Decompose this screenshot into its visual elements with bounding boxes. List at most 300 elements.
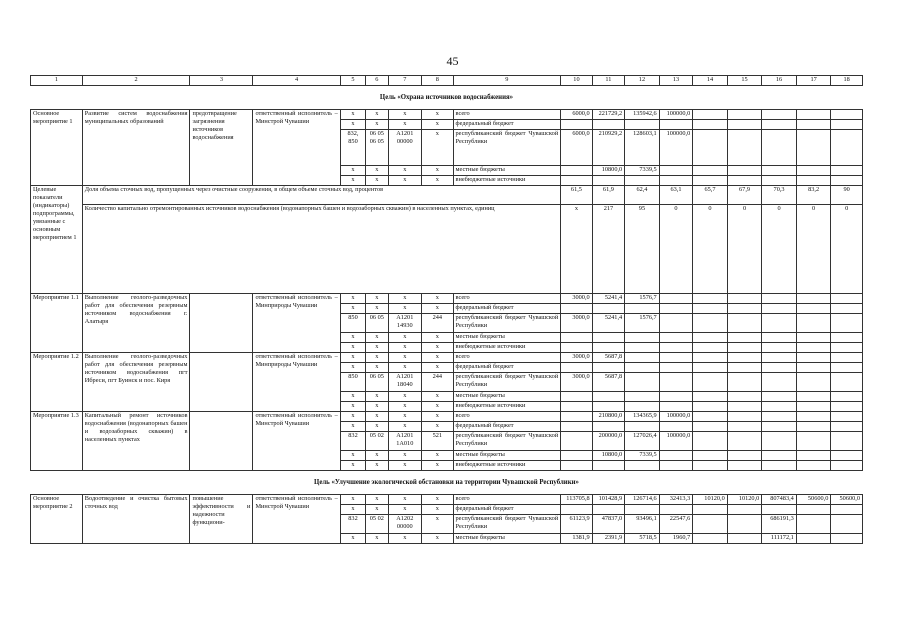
amount: 686191,3	[762, 515, 797, 534]
amount: 7339,5	[625, 451, 660, 461]
amount	[625, 505, 660, 515]
amount	[831, 461, 863, 471]
amount	[625, 333, 660, 343]
target-article-code: А1202 00000	[388, 515, 422, 534]
budget-table	[30, 75, 863, 544]
column-number: 8	[422, 76, 453, 86]
amount	[561, 461, 592, 471]
amount	[727, 294, 762, 304]
funding-source: всего	[453, 353, 561, 363]
target-article-code: х	[388, 110, 422, 120]
grbs-code: х	[340, 534, 365, 544]
amount	[693, 110, 728, 120]
expense-type-code: х	[422, 294, 453, 304]
amount	[625, 304, 660, 314]
amount	[693, 353, 728, 363]
amount	[796, 412, 831, 422]
amount	[659, 451, 693, 461]
goal-title: Цель «Улучшение экологической обстановки на территории Чувашской Республики»	[31, 471, 863, 495]
amount: 50600,0	[796, 495, 831, 505]
grbs-code: х	[340, 353, 365, 363]
amount	[831, 392, 863, 402]
column-number: 5	[340, 76, 365, 86]
section-code: х	[366, 505, 388, 515]
amount	[727, 304, 762, 314]
target-article-code: х	[388, 461, 422, 471]
amount: 134365,9	[625, 412, 660, 422]
grbs-code: х	[340, 333, 365, 343]
amount	[762, 363, 797, 373]
amount	[762, 412, 797, 422]
expense-type-code: х	[422, 505, 453, 515]
section-code: х	[366, 110, 388, 120]
target-value: 0	[693, 205, 728, 294]
amount	[796, 432, 831, 451]
amount	[592, 176, 625, 186]
amount	[693, 343, 728, 353]
target-row	[31, 205, 863, 294]
amount	[592, 304, 625, 314]
target-article-code: х	[388, 294, 422, 304]
amount	[727, 451, 762, 461]
amount: 1960,7	[659, 534, 693, 544]
activity-resp: ответственный исполнитель – Минприроды Чувашии	[253, 353, 340, 412]
grbs-code: 832, 850	[340, 130, 365, 166]
column-number: 3	[190, 76, 253, 86]
activity-desc: Выполнение геолого-разведочных работ для обеспечения резервным источником водоснабжения г. Алатыря	[82, 294, 190, 353]
amount	[693, 304, 728, 314]
amount	[727, 166, 762, 176]
target-article-code: х	[388, 120, 422, 130]
section-code: 05 02	[366, 432, 388, 451]
amount: 1576,7	[625, 294, 660, 304]
amount	[796, 294, 831, 304]
amount	[762, 166, 797, 176]
column-number: 14	[693, 76, 728, 86]
amount	[659, 505, 693, 515]
funding-source: всего	[453, 110, 561, 120]
amount	[762, 451, 797, 461]
section-code: х	[366, 176, 388, 186]
amount	[625, 363, 660, 373]
amount: 210929,2	[592, 130, 625, 166]
amount	[659, 343, 693, 353]
funding-source: республиканский бюджет Чувашской Республики	[453, 314, 561, 333]
target-article-code: х	[388, 534, 422, 544]
expense-type-code: 244	[422, 373, 453, 392]
section-code: х	[366, 333, 388, 343]
section-code: х	[366, 294, 388, 304]
amount	[831, 353, 863, 363]
amount: 100000,0	[659, 110, 693, 120]
column-number: 2	[82, 76, 190, 86]
amount	[693, 412, 728, 422]
amount	[727, 505, 762, 515]
expense-type-code: х	[422, 130, 453, 166]
amount: 1381,9	[561, 534, 592, 544]
activity-name: Мероприятие 1.3	[31, 412, 83, 471]
amount: 10800,0	[592, 451, 625, 461]
funding-source: всего	[453, 294, 561, 304]
amount	[762, 422, 797, 432]
amount	[727, 333, 762, 343]
amount	[796, 422, 831, 432]
amount	[796, 176, 831, 186]
amount	[831, 166, 863, 176]
amount	[693, 534, 728, 544]
activity-desc: Капитальный ремонт источников водоснабжения (водонапорных башен и водозаборных скважин) в населенных пунктах	[82, 412, 190, 471]
amount	[796, 120, 831, 130]
amount	[762, 432, 797, 451]
amount: 100000,0	[659, 412, 693, 422]
amount	[831, 451, 863, 461]
amount: 5687,8	[592, 353, 625, 363]
amount	[659, 294, 693, 304]
target-value: 0	[727, 205, 762, 294]
amount: 221729,2	[592, 110, 625, 120]
amount: 113705,8	[561, 495, 592, 505]
amount	[693, 505, 728, 515]
column-number: 12	[625, 76, 660, 86]
funding-source: федеральный бюджет	[453, 304, 561, 314]
amount	[762, 314, 797, 333]
amount	[796, 373, 831, 392]
grbs-code: х	[340, 451, 365, 461]
funding-source: республиканский бюджет Чувашской Республики	[453, 130, 561, 166]
amount	[659, 166, 693, 176]
expense-type-code: х	[422, 166, 453, 176]
amount: 127026,4	[625, 432, 660, 451]
amount	[693, 461, 728, 471]
funding-source: местные бюджеты	[453, 534, 561, 544]
amount	[693, 333, 728, 343]
amount	[561, 343, 592, 353]
amount	[625, 402, 660, 412]
activity-resp: ответственный исполнитель – Минстрой Чувашии	[253, 110, 340, 186]
amount	[796, 130, 831, 166]
amount: 101428,9	[592, 495, 625, 505]
grbs-code: х	[340, 176, 365, 186]
block-m2	[31, 495, 863, 544]
funding-source: федеральный бюджет	[453, 120, 561, 130]
amount	[659, 304, 693, 314]
section-code: х	[366, 451, 388, 461]
section-code: х	[366, 120, 388, 130]
page-number: 45	[446, 54, 459, 68]
target-article-code: х	[388, 402, 422, 412]
section-code: х	[366, 402, 388, 412]
target-text: Доля объема сточных вод, пропущенных через очистные сооружения, в общем объеме сточных вод, процентов	[82, 186, 560, 205]
amount	[659, 422, 693, 432]
activity-name: Мероприятие 1.1	[31, 294, 83, 353]
amount	[796, 110, 831, 120]
amount	[561, 451, 592, 461]
amount	[796, 534, 831, 544]
grbs-code: 850	[340, 373, 365, 392]
amount	[625, 353, 660, 363]
column-number: 13	[659, 76, 693, 86]
amount	[796, 505, 831, 515]
target-value: 70,3	[762, 186, 797, 205]
amount: 5718,5	[625, 534, 660, 544]
amount	[659, 176, 693, 186]
amount: 3000,0	[561, 353, 592, 363]
amount	[831, 505, 863, 515]
block-m12	[31, 353, 863, 412]
grbs-code: х	[340, 166, 365, 176]
expense-type-code: х	[422, 110, 453, 120]
amount: 210800,0	[592, 412, 625, 422]
amount	[796, 314, 831, 333]
expense-type-code: х	[422, 461, 453, 471]
amount: 6000,0	[561, 110, 592, 120]
amount	[561, 333, 592, 343]
amount	[831, 333, 863, 343]
amount	[693, 120, 728, 130]
amount	[727, 402, 762, 412]
amount: 128603,1	[625, 130, 660, 166]
grbs-code: х	[340, 304, 365, 314]
amount: 100000,0	[659, 130, 693, 166]
target-article-code: х	[388, 176, 422, 186]
activity-result: повышение эффективности и надежности функциони-	[190, 495, 253, 544]
grbs-code: х	[340, 461, 365, 471]
activity-name: Мероприятие 1.2	[31, 353, 83, 412]
expense-type-code: х	[422, 120, 453, 130]
block-m11	[31, 294, 863, 353]
amount	[693, 402, 728, 412]
amount	[592, 120, 625, 130]
target-value: 67,9	[727, 186, 762, 205]
amount	[831, 314, 863, 333]
activity-resp: ответственный исполнитель – Минприроды Чувашии	[253, 294, 340, 353]
section-code: х	[366, 534, 388, 544]
amount	[625, 392, 660, 402]
grbs-code: х	[340, 392, 365, 402]
expense-type-code: х	[422, 422, 453, 432]
activity-resp: ответственный исполнитель – Минстрой Чувашии	[253, 412, 340, 471]
amount	[592, 333, 625, 343]
amount: 50600,0	[831, 495, 863, 505]
amount: 22547,6	[659, 515, 693, 534]
grbs-code: 832	[340, 515, 365, 534]
amount: 3000,0	[561, 373, 592, 392]
amount	[831, 176, 863, 186]
target-value: 0	[659, 205, 693, 294]
grbs-code: х	[340, 120, 365, 130]
activity-result: предотвращение загрязнения источников водоснабжения	[190, 110, 253, 186]
amount	[727, 432, 762, 451]
amount	[625, 176, 660, 186]
target-value: 61,5	[561, 186, 592, 205]
amount	[625, 373, 660, 392]
amount	[796, 333, 831, 343]
activity-result	[190, 353, 253, 412]
grbs-code: х	[340, 495, 365, 505]
amount: 6000,0	[561, 130, 592, 166]
target-value: 90	[831, 186, 863, 205]
amount	[727, 392, 762, 402]
amount: 126714,6	[625, 495, 660, 505]
grbs-code: х	[340, 412, 365, 422]
amount	[659, 353, 693, 363]
amount	[831, 422, 863, 432]
activity-result	[190, 294, 253, 353]
grbs-code: х	[340, 294, 365, 304]
target-article-code: х	[388, 343, 422, 353]
amount	[762, 110, 797, 120]
amount	[727, 515, 762, 534]
funding-row	[31, 294, 863, 304]
grbs-code: х	[340, 402, 365, 412]
amount	[727, 461, 762, 471]
amount	[796, 392, 831, 402]
target-article-code: х	[388, 363, 422, 373]
amount: 93496,1	[625, 515, 660, 534]
amount	[693, 166, 728, 176]
amount	[762, 343, 797, 353]
amount	[561, 392, 592, 402]
amount: 47837,0	[592, 515, 625, 534]
amount	[561, 304, 592, 314]
amount	[561, 412, 592, 422]
amount: 111172,1	[762, 534, 797, 544]
amount: 135942,6	[625, 110, 660, 120]
amount	[831, 373, 863, 392]
amount	[727, 176, 762, 186]
amount	[831, 402, 863, 412]
amount	[796, 343, 831, 353]
section-code: 06 05 06 05	[366, 130, 388, 166]
amount	[831, 412, 863, 422]
grbs-code: х	[340, 110, 365, 120]
funding-row	[31, 412, 863, 422]
activity-desc: Выполнение геолого-разведочных работ для обеспечения резервным источником водоснабжения пгт Ибреси, пгт Буинск и пос. Киря	[82, 353, 190, 412]
expense-type-code: х	[422, 412, 453, 422]
amount: 5241,4	[592, 294, 625, 304]
funding-source: всего	[453, 495, 561, 505]
target-article-code: х	[388, 333, 422, 343]
amount: 10120,0	[727, 495, 762, 505]
expense-type-code: х	[422, 392, 453, 402]
amount	[693, 422, 728, 432]
column-number: 17	[796, 76, 831, 86]
block-m1	[31, 110, 863, 186]
amount: 1576,7	[625, 314, 660, 333]
amount	[659, 363, 693, 373]
goal-row	[31, 86, 863, 110]
amount	[561, 432, 592, 451]
amount	[727, 422, 762, 432]
amount	[831, 294, 863, 304]
amount	[659, 461, 693, 471]
amount	[762, 176, 797, 186]
amount	[592, 363, 625, 373]
section-code: х	[366, 166, 388, 176]
target-value: 0	[796, 205, 831, 294]
amount	[831, 130, 863, 166]
amount	[796, 353, 831, 363]
funding-source: внебюджетные источники	[453, 176, 561, 186]
amount	[659, 402, 693, 412]
amount	[625, 422, 660, 432]
amount	[693, 130, 728, 166]
expense-type-code: 521	[422, 432, 453, 451]
amount	[659, 333, 693, 343]
funding-row	[31, 495, 863, 505]
amount: 3000,0	[561, 294, 592, 304]
amount	[831, 304, 863, 314]
column-number: 9	[453, 76, 561, 86]
column-number: 15	[727, 76, 762, 86]
grbs-code: х	[340, 363, 365, 373]
block-m13	[31, 412, 863, 471]
grbs-code: х	[340, 422, 365, 432]
amount	[693, 373, 728, 392]
section-code: 05 02	[366, 515, 388, 534]
expense-type-code: х	[422, 176, 453, 186]
amount	[762, 505, 797, 515]
target-value: х	[561, 205, 592, 294]
activity-name: Основное мероприятие 1	[31, 110, 83, 186]
column-number: 10	[561, 76, 592, 86]
targets-label: Целевые показатели (индикаторы) подпрограммы, увязанные с основным мероприятием 1	[31, 186, 83, 294]
funding-source: федеральный бюджет	[453, 422, 561, 432]
target-article-code: А1201 00000	[388, 130, 422, 166]
grbs-code: 832	[340, 432, 365, 451]
amount: 10120,0	[693, 495, 728, 505]
column-number: 16	[762, 76, 797, 86]
target-article-code: А1201 18040	[388, 373, 422, 392]
amount	[561, 120, 592, 130]
amount	[693, 432, 728, 451]
amount	[727, 130, 762, 166]
section-code: х	[366, 495, 388, 505]
target-article-code: х	[388, 304, 422, 314]
expense-type-code: х	[422, 495, 453, 505]
activity-resp: ответственный исполнитель – Минстрой Чувашии	[253, 495, 340, 544]
grbs-code: х	[340, 343, 365, 353]
funding-source: местные бюджеты	[453, 392, 561, 402]
amount	[592, 422, 625, 432]
amount: 200000,0	[592, 432, 625, 451]
amount	[762, 461, 797, 471]
amount	[762, 392, 797, 402]
target-value: 62,4	[625, 186, 660, 205]
target-article-code: х	[388, 392, 422, 402]
amount	[693, 515, 728, 534]
expense-type-code: х	[422, 515, 453, 534]
target-article-code: х	[388, 422, 422, 432]
amount	[561, 402, 592, 412]
amount	[693, 314, 728, 333]
section-code: х	[366, 422, 388, 432]
amount	[831, 110, 863, 120]
amount	[592, 402, 625, 412]
column-number: 7	[388, 76, 422, 86]
target-article-code: х	[388, 412, 422, 422]
amount	[561, 422, 592, 432]
amount	[762, 130, 797, 166]
target-value: 61,9	[592, 186, 625, 205]
amount	[762, 353, 797, 363]
funding-row	[31, 353, 863, 363]
amount	[831, 534, 863, 544]
expense-type-code: х	[422, 534, 453, 544]
amount	[831, 363, 863, 373]
target-text: Количество капитально отремонтированных источников водоснабжения (водонапорных башен и водозаборных скважин) в населенных пунктах, единиц	[82, 205, 560, 294]
section-code: х	[366, 304, 388, 314]
